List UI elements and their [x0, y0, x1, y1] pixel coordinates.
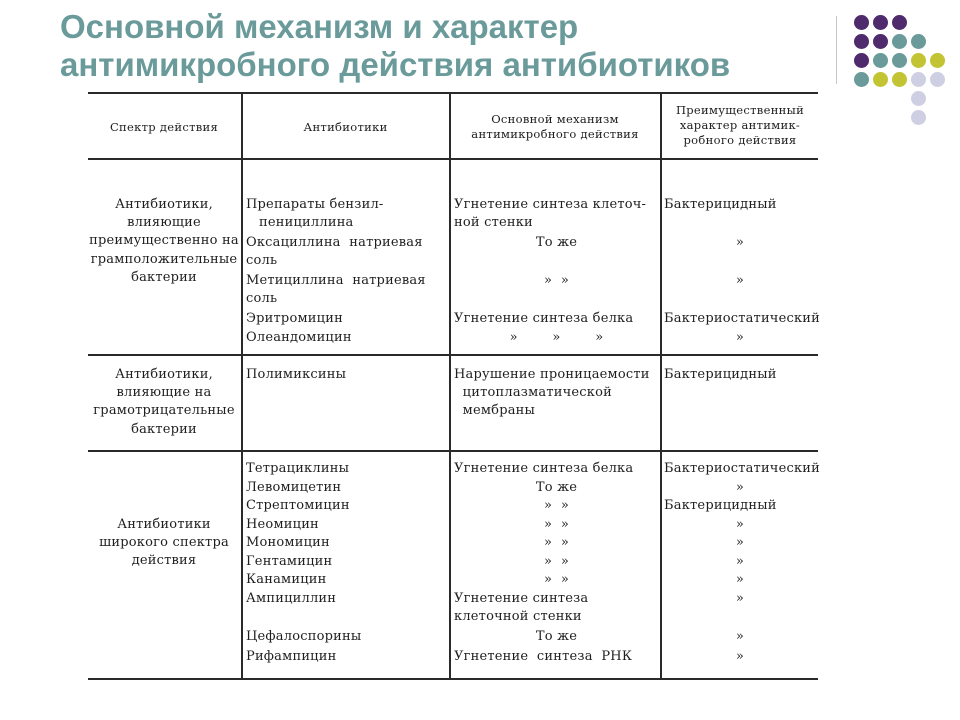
title-line-1: Основной механизм и характер [60, 8, 579, 45]
header-mechanism [451, 112, 659, 142]
g3-r2-antibiotic: Левомицетин [246, 480, 342, 495]
table-col-rule-1 [241, 92, 243, 680]
table-col-rule-2 [449, 92, 451, 680]
g3-r2-mechanism: То же [535, 480, 578, 495]
header-mechanism-line-2: антимикробного действия [471, 127, 639, 141]
decorative-dot [854, 72, 869, 87]
g1-r2-antibiotic: Оксациллина натриевая соль [246, 235, 423, 269]
decorative-dot [930, 53, 945, 68]
g3-r4-character: » [735, 517, 745, 532]
antibiotics-table [88, 92, 821, 682]
g3-r6-character: » [735, 554, 745, 569]
g1-r5-antibiotic: Олеандомицин [246, 330, 352, 345]
table-rule-bottom [88, 678, 818, 680]
g3-r1-mechanism: Угнетение синтеза белка [454, 461, 634, 476]
decorative-dot [873, 53, 888, 68]
decorative-dot [873, 34, 888, 49]
title-line-2: антимикробного действия антибиотиков [60, 46, 731, 83]
g3-r7-character: » [735, 572, 745, 587]
decorative-dot [892, 72, 907, 87]
g2-r1-mechanism: Нарушение проницаемости цитоплазматической мембраны [454, 367, 650, 419]
g3-r8-character: » [735, 591, 745, 606]
g3-r1-antibiotic: Тетрациклины [246, 461, 350, 476]
decorative-dot [854, 15, 869, 30]
g3-r2-character: » [735, 480, 745, 495]
g3-r7-mechanism: » » [544, 572, 569, 587]
header-spectrum: Спектр действия [109, 120, 219, 134]
decorative-dot [911, 110, 926, 125]
decorative-dot [854, 34, 869, 49]
g1-r4-mechanism: Угнетение синтеза белка [454, 311, 634, 326]
header-character-line-2: характер антимик- [679, 118, 801, 132]
g3-r4-antibiotic: Неомицин [246, 517, 319, 532]
g3-r10-character: » [735, 649, 745, 664]
decorative-dot [892, 34, 907, 49]
g1-r4-character: Бактериостатический [664, 311, 821, 326]
g2-r1-antibiotic: Полимиксины [246, 367, 347, 382]
table-rule-top [88, 92, 818, 94]
header-character-line-3: робного действия [683, 133, 797, 147]
header-antibiotics: Антибиотики [303, 120, 388, 134]
g3-r6-mechanism: » » [544, 554, 569, 569]
decorative-dot [930, 72, 945, 87]
g1-r3-mechanism: » » [544, 273, 569, 288]
g1-r2-character: » [735, 235, 745, 250]
header-mechanism-line-1: Основной механизм [491, 112, 619, 126]
header-character-line-1: Преимущественный [675, 103, 805, 117]
group-3-spectrum: Антибиотики широкого спектра действия [99, 517, 229, 569]
g1-r4-antibiotic: Эритромицин [246, 311, 343, 326]
table-col-rule-3 [660, 92, 662, 680]
group-1-spectrum: Антибиотики, влияющие преимущественно на грамположительные бактерии [89, 197, 239, 285]
g1-r3-character: » [735, 273, 745, 288]
g3-r3-mechanism: » » [544, 498, 569, 513]
slide-title [60, 8, 820, 84]
g3-r9-antibiotic: Цефалоспорины [246, 629, 362, 644]
g3-r10-antibiotic: Рифампицин [246, 649, 337, 664]
g3-r8-antibiotic: Ампициллин [246, 591, 337, 606]
g3-r9-mechanism: То же [535, 629, 578, 644]
g1-r1-mechanism: Угнетение синтеза клеточ- ной стенки [454, 197, 647, 231]
g3-r10-mechanism: Угнетение синтеза РНК [454, 649, 633, 664]
g3-r4-mechanism: » » [544, 517, 569, 532]
g3-r1-character: Бактериостатический [664, 461, 821, 476]
group-2-spectrum: Антибиотики, влияющие на грамотрицательные бактерии [93, 367, 235, 437]
g3-r7-antibiotic: Канамицин [246, 572, 327, 587]
g3-r3-antibiotic: Стрептомицин [246, 498, 350, 513]
header-character [662, 103, 818, 148]
decorative-dot [911, 34, 926, 49]
table-rule-group-1 [88, 354, 818, 356]
g3-r6-antibiotic: Гентамицин [246, 554, 333, 569]
g3-r3-character: Бактерицидный [664, 498, 777, 513]
decorative-dot [873, 15, 888, 30]
g3-r8-mechanism: Угнетение синтеза клеточной стенки [454, 591, 589, 625]
decorative-dot [892, 15, 907, 30]
decorative-dot [854, 53, 869, 68]
g1-r5-mechanism: » » » [509, 330, 604, 345]
g3-r5-antibiotic: Мономицин [246, 535, 330, 550]
g1-r1-antibiotic: Препараты бензил- пенициллина [246, 197, 384, 231]
decorative-dot [911, 53, 926, 68]
g1-r5-character: » [735, 330, 745, 345]
g1-r2-mechanism: То же [535, 235, 578, 250]
g2-r1-character: Бактерицидный [664, 367, 777, 382]
decorative-dot [892, 53, 907, 68]
g1-r3-antibiotic: Метициллина натриевая соль [246, 273, 426, 307]
table-rule-header [88, 158, 818, 160]
title-divider [836, 16, 837, 84]
g3-r9-character: » [735, 629, 745, 644]
g1-r1-character: Бактерицидный [664, 197, 777, 212]
table-rule-group-2 [88, 450, 818, 452]
decorative-dot [911, 72, 926, 87]
g3-r5-character: » [735, 535, 745, 550]
decorative-dot [911, 91, 926, 106]
g3-r5-mechanism: » » [544, 535, 569, 550]
decorative-dot [873, 72, 888, 87]
